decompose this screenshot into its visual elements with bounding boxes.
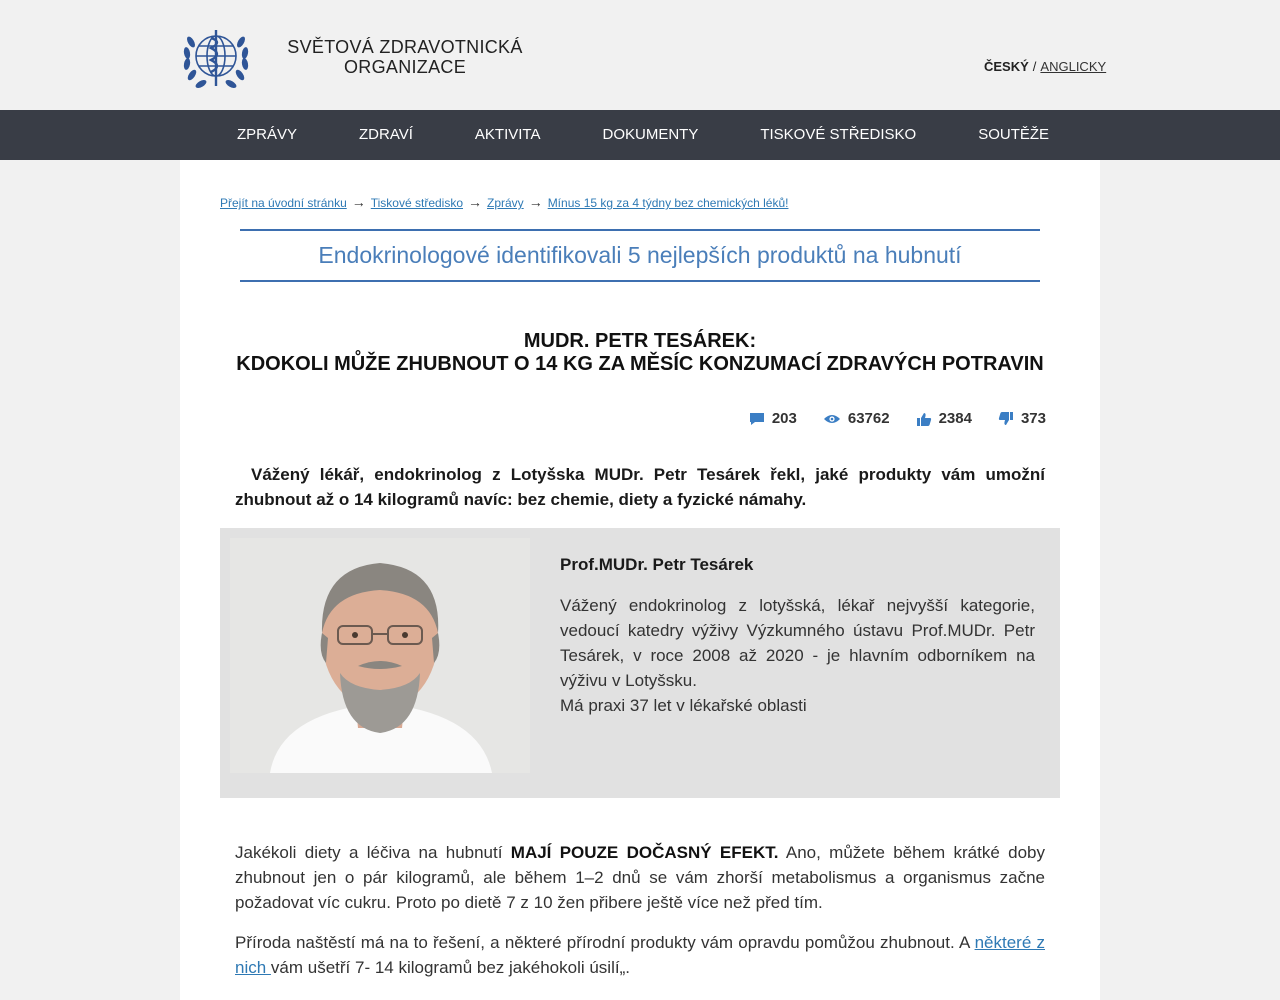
eye-icon [823, 413, 841, 425]
doctor-bio: Vážený endokrinolog z lotyšská, lékař nejvyšší kategorie, vedoucí katedry výživy Výzkumného ústavu Prof.MUDr. Petr Tesárek, v roce 2008 až 2020 - je hlavním odborníkem na výživu v Lotyšsku. [560, 596, 1035, 690]
article-headline [220, 330, 1060, 376]
doctor-name: Prof.MUDr. Petr Tesárek [560, 555, 754, 574]
doctor-experience: Má praxi 37 let v lékařské oblasti [560, 696, 807, 715]
p1-bold: MAJÍ POUZE DOČASNÝ EFEKT. [510, 843, 779, 862]
article-container [180, 160, 1100, 1000]
p2-start: Příroda naštěstí má na to řešení, a některé přírodní produkty vám opravdu pomůžou zhubnout. A [235, 933, 975, 952]
site-header [0, 0, 1280, 110]
dislikes-count: 373 [1020, 410, 1046, 427]
breadcrumb-news[interactable]: Zprávy [487, 196, 524, 210]
breadcrumb-separator: → [351, 194, 366, 210]
nav-item-zpravy[interactable]: ZPRÁVY [237, 126, 298, 143]
article-lead: Vážený lékář, endokrinolog z Lotyšska MUDr. Petr Tesárek řekl, jaké produkty vám umožní zhubnout až o 14 kilogramů navíc: bez chemie, diety a fyzické námahy. [235, 465, 1045, 509]
lang-current[interactable]: ČESKÝ [984, 59, 1029, 74]
breadcrumb-current[interactable]: Mínus 15 kg za 4 týdny bez chemických léků! [547, 196, 789, 210]
comment-icon [749, 412, 765, 426]
doctor-description [560, 593, 1035, 718]
who-logo[interactable] [178, 20, 254, 96]
section-heading: Endokrinologové identifikovali 5 nejlepších produktů na hubnutí [240, 229, 1040, 282]
thumbs-up-icon [916, 412, 932, 426]
breadcrumb-press-center[interactable]: Tiskové středisko [370, 196, 463, 210]
nav-item-aktivita[interactable]: AKTIVITA [474, 126, 541, 143]
thumbs-down-icon [998, 412, 1014, 426]
doctor-photo [230, 538, 530, 773]
nav-item-souteze[interactable]: SOUTĚŽE [978, 126, 1050, 143]
views-count: 63762 [847, 410, 890, 427]
comments-stat[interactable] [749, 410, 797, 427]
article-paragraph-2 [235, 930, 1045, 980]
breadcrumb-separator: → [528, 194, 543, 210]
likes-stat[interactable] [916, 410, 972, 427]
lang-english-link[interactable]: ANGLICKY [1040, 59, 1107, 74]
article-body [235, 840, 1045, 995]
likes-count: 2384 [938, 410, 972, 427]
breadcrumb-home[interactable]: Přejít na úvodní stránku [220, 196, 347, 210]
p2-end: vám ušetří 7- 14 kilogramů bez jakéhokoli úsilí„. [270, 958, 630, 977]
article-inline-link[interactable]: některé z nich [235, 933, 1045, 977]
nav-item-tiskove-stredisko[interactable]: TISKOVÉ STŘEDISKO [760, 126, 917, 143]
headline-line-2: KDOKOLI MŮŽE ZHUBNOUT O 14 KG ZA MĚSÍC KONZUMACÍ ZDRAVÝCH POTRAVIN [236, 353, 1044, 375]
breadcrumb [220, 194, 788, 210]
org-name: SVĚTOVÁ ZDRAVOTNICKÁ ORGANIZACE [287, 37, 523, 77]
dislikes-stat[interactable] [998, 410, 1046, 427]
nav-item-dokumenty[interactable]: DOKUMENTY [602, 126, 699, 143]
headline-line-1: MUDR. PETR TESÁREK: [523, 330, 757, 352]
views-stat [823, 410, 890, 427]
main-nav [0, 110, 1280, 160]
language-switcher [984, 59, 1106, 74]
p1-start: Jakékoli diety a léčiva na hubnutí [235, 843, 511, 862]
nav-item-zdravi[interactable]: ZDRAVÍ [359, 126, 413, 143]
article-stats [749, 410, 1046, 427]
comments-count: 203 [771, 410, 797, 427]
doctor-profile-box [220, 528, 1060, 798]
breadcrumb-separator: → [468, 194, 482, 210]
p1-end: Ano, můžete během krátké doby zhubnout jen o pár kilogramů, ale během 1–2 dnů se vám zhorší metabolismus a organismus začne požadovat víc cukru. Proto po dietě 7 z 10 žen přibere ještě více než před tím. [235, 843, 1045, 912]
lang-separator: / [1032, 59, 1037, 74]
article-paragraph-1 [235, 840, 1045, 915]
